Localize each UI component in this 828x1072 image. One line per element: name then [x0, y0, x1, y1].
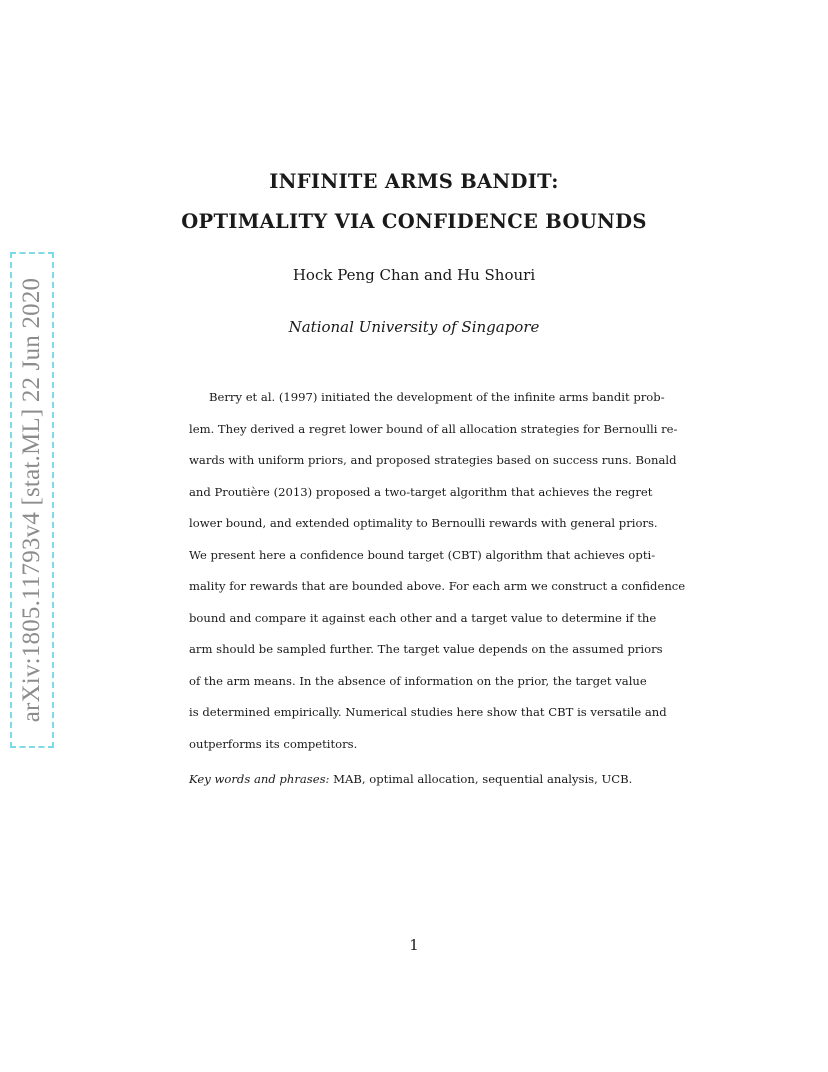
abstract-line: Berry et al. (1997) initiated the development of the infinite arms bandit prob- — [209, 390, 665, 404]
abstract-line: We present here a confidence bound target (CBT) algorithm that achieves opti- — [189, 547, 656, 562]
abstract-line: wards with uniform priors, and proposed strategies based on success runs. Bonald — [189, 453, 677, 467]
abstract-line: mality for rewards that are bounded above. For each arm we construct a confidence — [189, 579, 686, 593]
abstract-line: outperforms its competitors. — [189, 736, 358, 751]
abstract-line: of the arm means. In the absence of information on the prior, the target value — [189, 673, 647, 688]
keywords-text: MAB, optimal allocation, sequential analysis, UCB. — [333, 772, 633, 786]
abstract-line: arm should be sampled further. The target value depends on the assumed priors — [189, 642, 663, 656]
paper-title-line-1: INFINITE ARMS BANDIT: — [269, 170, 559, 193]
keywords — [189, 772, 637, 786]
abstract-line: lower bound, and extended optimality to Bernoulli rewards with general priors. — [189, 516, 658, 530]
paper-title-line-2: OPTIMALITY VIA CONFIDENCE BOUNDS — [181, 210, 647, 233]
abstract-line: is determined empirically. Numerical studies here show that CBT is versatile and — [189, 705, 667, 719]
abstract-line: lem. They derived a regret lower bound of all allocation strategies for Bernoulli re- — [189, 421, 678, 436]
abstract-line: and Proutière (2013) proposed a two-target algorithm that achieves the regret — [189, 484, 653, 499]
arxiv-identifier: arXiv:1805.11793v4 [stat.ML] 22 Jun 2020 — [18, 277, 45, 723]
page-number: 1 — [409, 936, 419, 954]
authors: Hock Peng Chan and Hu Shouri — [292, 266, 536, 284]
keywords-label: Key words and phrases: — [189, 772, 330, 786]
affiliation: National University of Singapore — [288, 318, 540, 336]
abstract-line: bound and compare it against each other and a target value to determine if the — [189, 610, 657, 625]
abstract — [189, 382, 686, 760]
